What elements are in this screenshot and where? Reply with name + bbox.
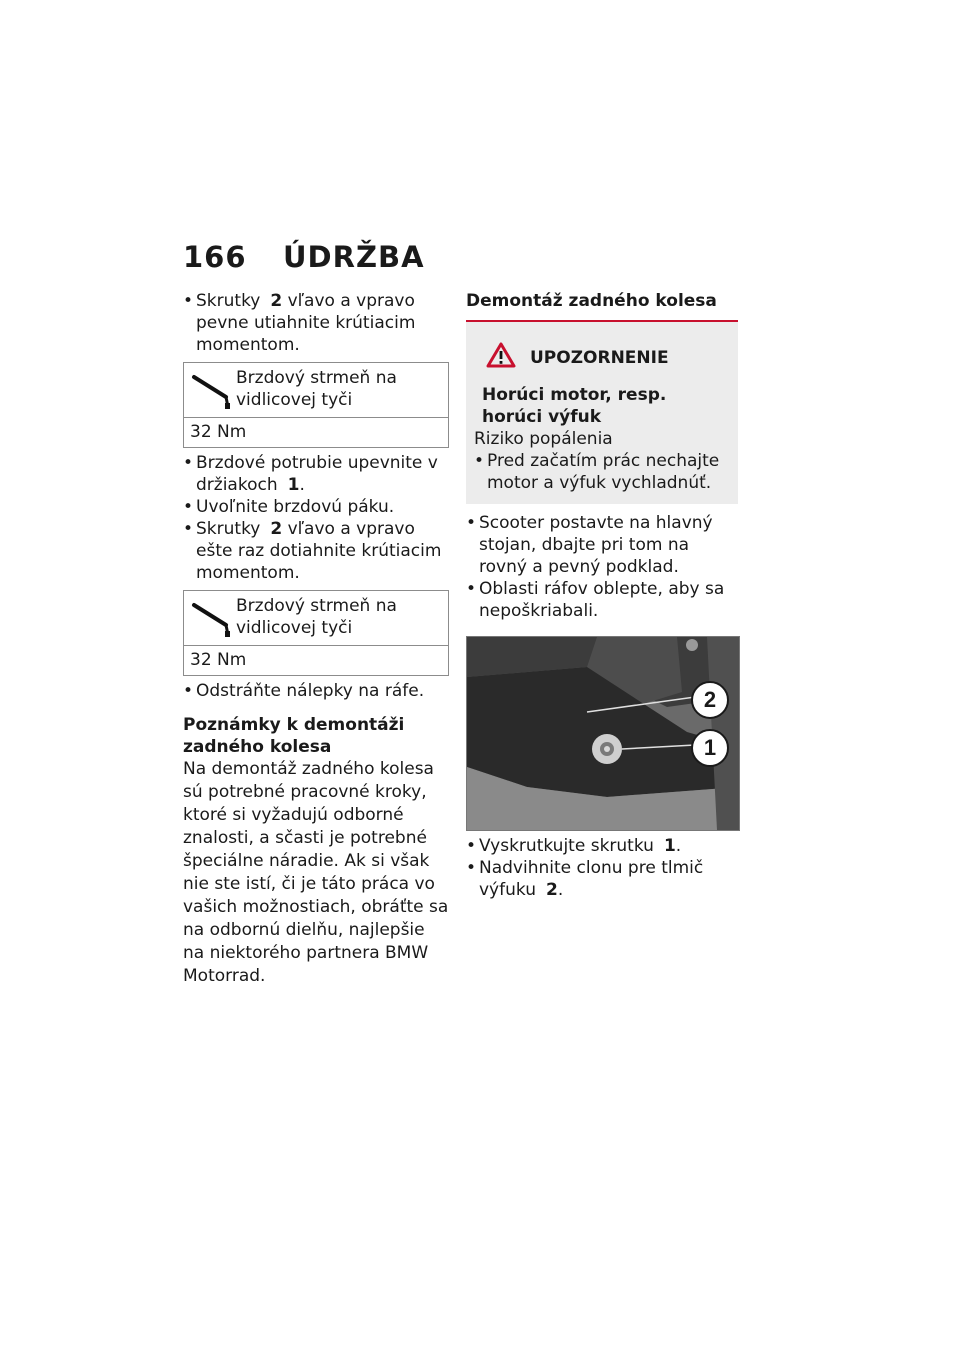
bullet-icon: • (474, 451, 485, 471)
ref-number: 1 (663, 836, 676, 856)
callout-2: 2 (691, 681, 729, 719)
torque-label: Brzdový strmeň na vidlicovej tyči (236, 368, 397, 410)
list-item: • Odstráňte nálepky na ráfe. (183, 681, 425, 701)
bullet-icon: • (466, 858, 477, 878)
page-number: 166 (183, 240, 247, 274)
bullet-icon: • (183, 681, 194, 701)
list-item: • Brzdové potrubie upevnite v držiakoch 1. (183, 453, 438, 495)
torque-table (183, 362, 449, 448)
chapter-title: ÚDRŽBA (283, 240, 425, 274)
list-item: • Pred začatím prác nechajte motor a výfuk vychladnúť. (474, 451, 720, 493)
ref-number: 2 (545, 880, 558, 900)
warning-box (466, 322, 738, 504)
scooter-rear-photo (466, 636, 740, 831)
torque-table (183, 590, 449, 676)
bullet-icon: • (466, 579, 477, 599)
right-column (466, 290, 738, 901)
torque-wrench-icon (190, 367, 236, 411)
list-item: • Uvoľnite brzdovú páku. (183, 497, 395, 517)
list-item: • Vyskrutkujte skrutku 1. (466, 836, 682, 856)
warning-risk: Riziko popálenia (474, 429, 613, 449)
bullet-icon: • (466, 513, 477, 533)
warning-hazard: Horúci motor, resp. horúci výfuk (482, 385, 667, 427)
ref-number: 2 (270, 519, 283, 539)
body-paragraph: Na demontáž zadného kolesa sú potrebné pracovné kroky, ktoré si vyžadujú odborné znalosti, a sčasti je potrebné špeciálne náradie. Ak si však nie ste istí, či je táto práca vo vašich možnostiach, obráťte sa na odbornú dielňu, najlepšie na niektorého partnera BMW Motorrad. (183, 759, 449, 986)
section-title: Poznámky k demontáži zadného kolesa (183, 715, 405, 757)
bullet-icon: • (183, 519, 194, 539)
callout-1: 1 (691, 729, 729, 767)
bullet-icon: • (183, 291, 194, 311)
section-title: Demontáž zadného kolesa (466, 290, 738, 322)
list-item: • Scooter postavte na hlavný stojan, dbajte pri tom na rovný a pevný podklad. (466, 513, 713, 577)
warning-triangle-icon (486, 342, 516, 374)
list-item: • Nadvihnite clonu pre tlmič výfuku 2. (466, 858, 704, 900)
list-item: • Oblasti ráfov oblepte, aby sa nepoškriabali. (466, 579, 725, 621)
warning-heading: UPOZORNENIE (530, 348, 669, 368)
bullet-icon: • (183, 453, 194, 473)
torque-value: 32 Nm (190, 650, 247, 670)
ref-number: 2 (270, 291, 283, 311)
torque-wrench-icon (190, 595, 236, 639)
ref-number: 1 (287, 475, 300, 495)
bullet-icon: • (466, 836, 477, 856)
torque-value: 32 Nm (190, 422, 247, 442)
torque-label: Brzdový strmeň na vidlicovej tyči (236, 596, 397, 638)
left-column (183, 290, 449, 988)
bullet-icon: • (183, 497, 194, 517)
list-item: • Skrutky 2 vľavo a vpravo pevne utiahnite krútiacim momentom. (183, 291, 416, 355)
page-header (183, 240, 425, 274)
list-item: • Skrutky 2 vľavo a vpravo ešte raz dotiahnite krútiacim momentom. (183, 519, 442, 583)
